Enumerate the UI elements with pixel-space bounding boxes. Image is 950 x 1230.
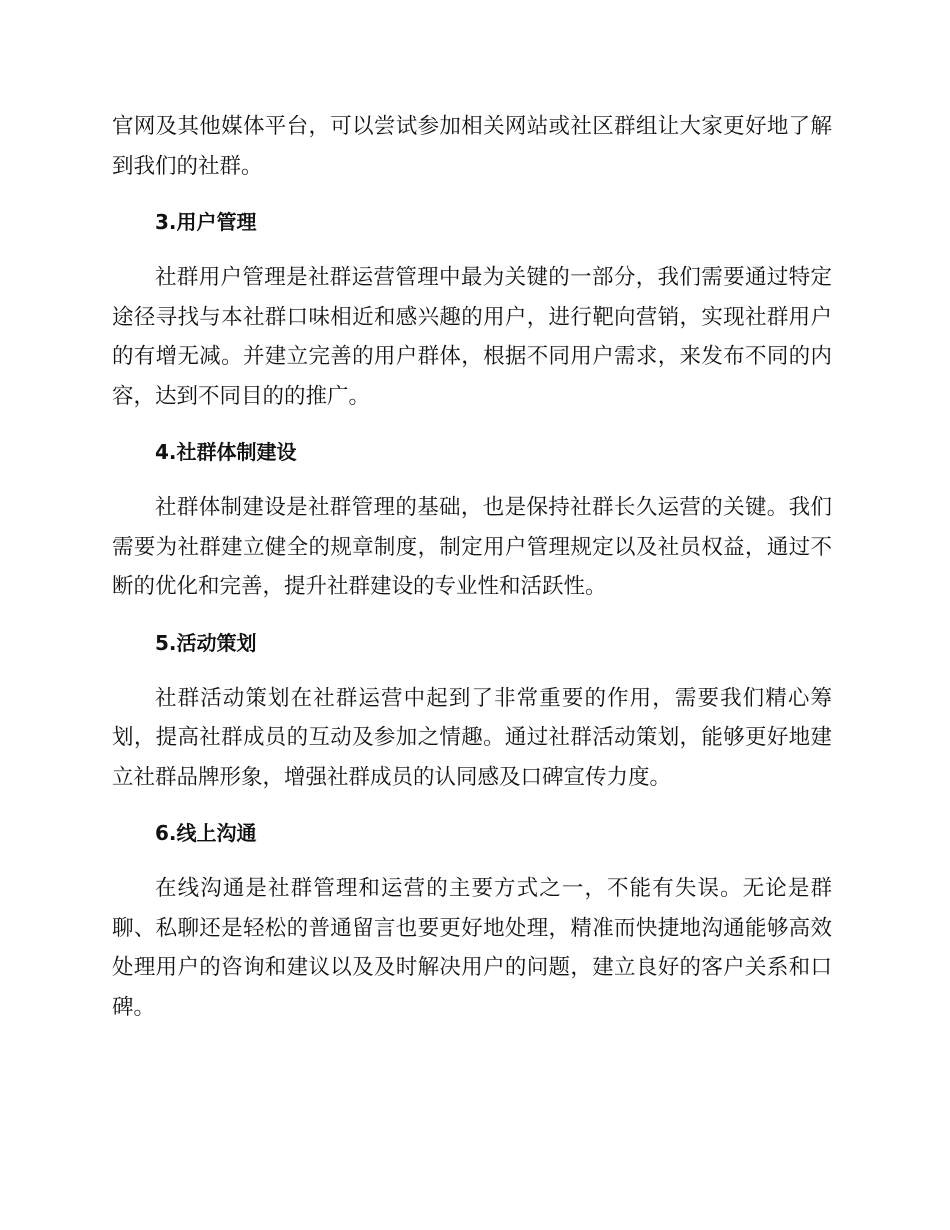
section-heading-community-system: 4.社群体制建设 <box>155 440 297 464</box>
section-heading-online-communication: 6.线上沟通 <box>155 821 257 845</box>
section-paragraph-user-management: 社群用户管理是社群运营管理中最为关键的一部分，我们需要通过特定途径寻找与本社群口味相近和感兴趣的用户，进行靶向营销，实现社群用户的有增无减。并建立完善的用户群体，根据不同用户需求，来发布不同的内容，达到不同目的的推广。 <box>112 265 832 409</box>
section-paragraph-community-system: 社群体制建设是社群管理的基础，也是保持社群长久运营的关键。我们需要为社群建立健全的规章制度，制定用户管理规定以及社员权益，通过不断的优化和完善，提升社群建设的专业性和活跃性。 <box>112 495 832 599</box>
intro-paragraph: 官网及其他媒体平台，可以尝试参加相关网站或社区群组让大家更好地了解到我们的社群。 <box>112 114 832 179</box>
section-heading-user-management: 3.用户管理 <box>155 210 257 234</box>
section-paragraph-activity-planning: 社群活动策划在社群运营中起到了非常重要的作用，需要我们精心筹划，提高社群成员的互动及参加之情趣。通过社群活动策划，能够更好地建立社群品牌形象，增强社群成员的认同感及口碑宣传力度。 <box>112 685 832 790</box>
section-paragraph-online-communication: 在线沟通是社群管理和运营的主要方式之一，不能有失误。无论是群聊、私聊还是轻松的普通留言也要更好地处理，精准而快捷地沟通能够高效处理用户的咨询和建议以及及时解决用户的问题，建立良好的客户关系和口碑。 <box>112 876 832 1020</box>
document-body <box>112 107 832 1027</box>
section-heading-activity-planning: 5.活动策划 <box>155 630 257 655</box>
